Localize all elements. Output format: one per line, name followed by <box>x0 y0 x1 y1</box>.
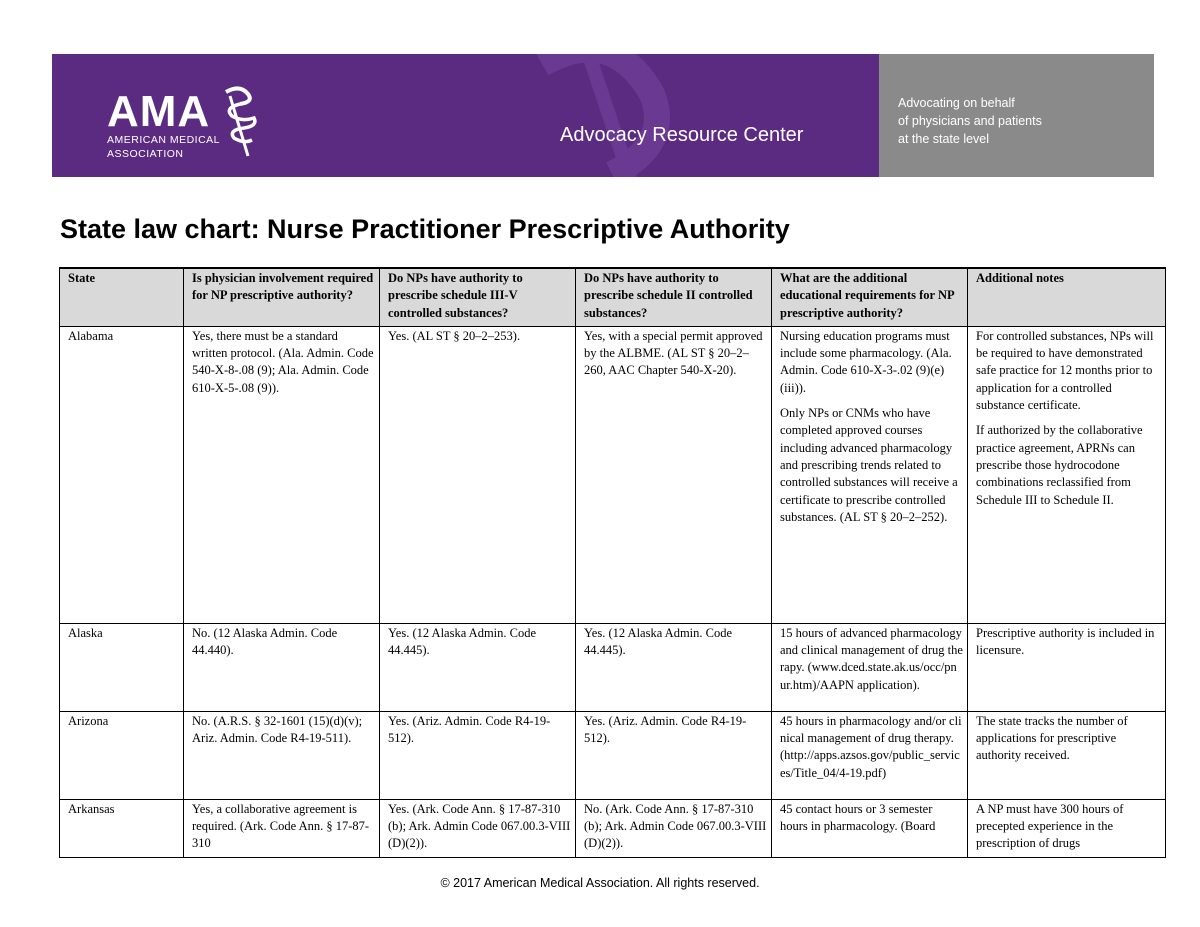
logo-subtitle-2: ASSOCIATION <box>107 148 184 160</box>
cell-state: Alaska <box>60 623 184 711</box>
table-row <box>60 799 1166 857</box>
cell-education <box>772 623 968 711</box>
cell-schedule-3-5: Yes. (AL ST § 20–2–253). <box>380 326 576 623</box>
notes-paragraph: The state tracks the number of applications for prescriptive authority received. <box>976 713 1128 763</box>
cell-state: Arizona <box>60 711 184 799</box>
cell-physician: No. (A.R.S. § 32-1601 (15)(d)(v); Ariz. Admin. Code R4-19-511). <box>184 711 380 799</box>
state-law-table <box>59 267 1166 858</box>
cell-schedule-2: Yes. (Ariz. Admin. Code R4-19-512). <box>576 711 772 799</box>
page-title: State law chart: Nurse Practitioner Prescriptive Authority <box>60 214 790 244</box>
banner-purple-panel <box>52 54 879 177</box>
cell-schedule-3-5: Yes. (Ark. Code Ann. § 17-87-310 (b); Ark. Admin Code 067.00.3-VIII (D)(2)). <box>380 799 576 857</box>
tagline-line-1: Advocating on behalf <box>898 96 1015 110</box>
header-education: What are the additional educational requirements for NP prescriptive authority? <box>772 268 968 326</box>
header-schedule-2: Do NPs have authority to prescribe schedule II controlled substances? <box>576 268 772 326</box>
cell-notes <box>968 326 1166 623</box>
education-paragraph: 45 hours in pharmacology and/or clinical management of drug therapy. (http://apps.azsos.gov/public_services/Title_04/4-19.pdf) <box>780 713 962 780</box>
cell-state: Arkansas <box>60 799 184 857</box>
advocacy-resource-center-title: Advocacy Resource Center <box>560 124 804 146</box>
cell-education <box>772 799 968 857</box>
cell-notes <box>968 799 1166 857</box>
logo-text: AMA <box>107 87 211 136</box>
header-physician-involvement: Is physician involvement required for NP prescriptive authority? <box>184 268 380 326</box>
education-paragraph: 15 hours of advanced pharmacology and clinical management of drug therapy. (www.dced.state.ak.us/occ/pnur.htm)/AAPN application). <box>780 625 963 692</box>
cell-schedule-2: No. (Ark. Code Ann. § 17-87-310 (b); Ark. Admin Code 067.00.3-VIII (D)(2)). <box>576 799 772 857</box>
notes-paragraph: Prescriptive authority is included in licensure. <box>976 625 1155 658</box>
cell-notes <box>968 623 1166 711</box>
staff-of-asclepius-icon <box>218 86 262 158</box>
banner-tagline <box>898 94 1042 148</box>
table-row <box>60 326 1166 623</box>
table-row <box>60 711 1166 799</box>
table-row <box>60 623 1166 711</box>
education-paragraph: Nursing education programs must include some pharmacology. (Ala. Admin. Code 610-X-3-.02 (9)(e)(iii)). <box>780 328 952 395</box>
cell-schedule-3-5: Yes. (Ariz. Admin. Code R4-19-512). <box>380 711 576 799</box>
cell-physician: Yes, there must be a standard written protocol. (Ala. Admin. Code 540-X-8-.08 (9); Ala. Admin. Code 610-X-5-.08 (9)). <box>184 326 380 623</box>
header-notes: Additional notes <box>968 268 1166 326</box>
logo-subtitle-1: AMERICAN MEDICAL <box>107 134 221 146</box>
tagline-line-3: at the state level <box>898 132 990 146</box>
table-header-row <box>60 268 1166 326</box>
header-state: State <box>60 268 184 326</box>
cell-schedule-2: Yes. (12 Alaska Admin. Code 44.445). <box>576 623 772 711</box>
cell-notes <box>968 711 1166 799</box>
cell-physician: No. (12 Alaska Admin. Code 44.440). <box>184 623 380 711</box>
cell-schedule-2: Yes, with a special permit approved by the ALBME. (AL ST § 20–2–260, AAC Chapter 540-X-20). <box>576 326 772 623</box>
staff-watermark-icon <box>522 54 682 177</box>
cell-physician: Yes, a collaborative agreement is required. (Ark. Code Ann. § 17-87-310 <box>184 799 380 857</box>
notes-paragraph: A NP must have 300 hours of precepted experience in the prescription of drugs <box>976 801 1124 851</box>
ama-logo <box>107 87 221 160</box>
header-schedule-3-5: Do NPs have authority to prescribe schedule III-V controlled substances? <box>380 268 576 326</box>
cell-education <box>772 711 968 799</box>
copyright-footer: © 2017 American Medical Association. All rights reserved. <box>440 876 760 890</box>
education-paragraph: 45 contact hours or 3 semester hours in pharmacology. (Board <box>780 801 936 834</box>
notes-paragraph: If authorized by the collaborative practice agreement, APRNs can prescribe those hydrocodone combinations reclassified from Schedule III to Schedule II. <box>976 423 1143 507</box>
cell-schedule-3-5: Yes. (12 Alaska Admin. Code 44.445). <box>380 623 576 711</box>
banner-gray-panel <box>879 54 1154 177</box>
tagline-line-2: of physicians and patients <box>898 114 1042 128</box>
header-banner <box>52 54 1154 177</box>
education-paragraph: Only NPs or CNMs who have completed approved courses including advanced pharmacology and prescribing trends related to controlled substances will receive a certificate to prescribe controlled substances. (AL ST § 20–2–252). <box>780 406 958 524</box>
notes-paragraph: For controlled substances, NPs will be required to have demonstrated safe practice for 12 months prior to application for a controlled substance certificate. <box>976 328 1154 413</box>
cell-education <box>772 326 968 623</box>
cell-state: Alabama <box>60 326 184 623</box>
